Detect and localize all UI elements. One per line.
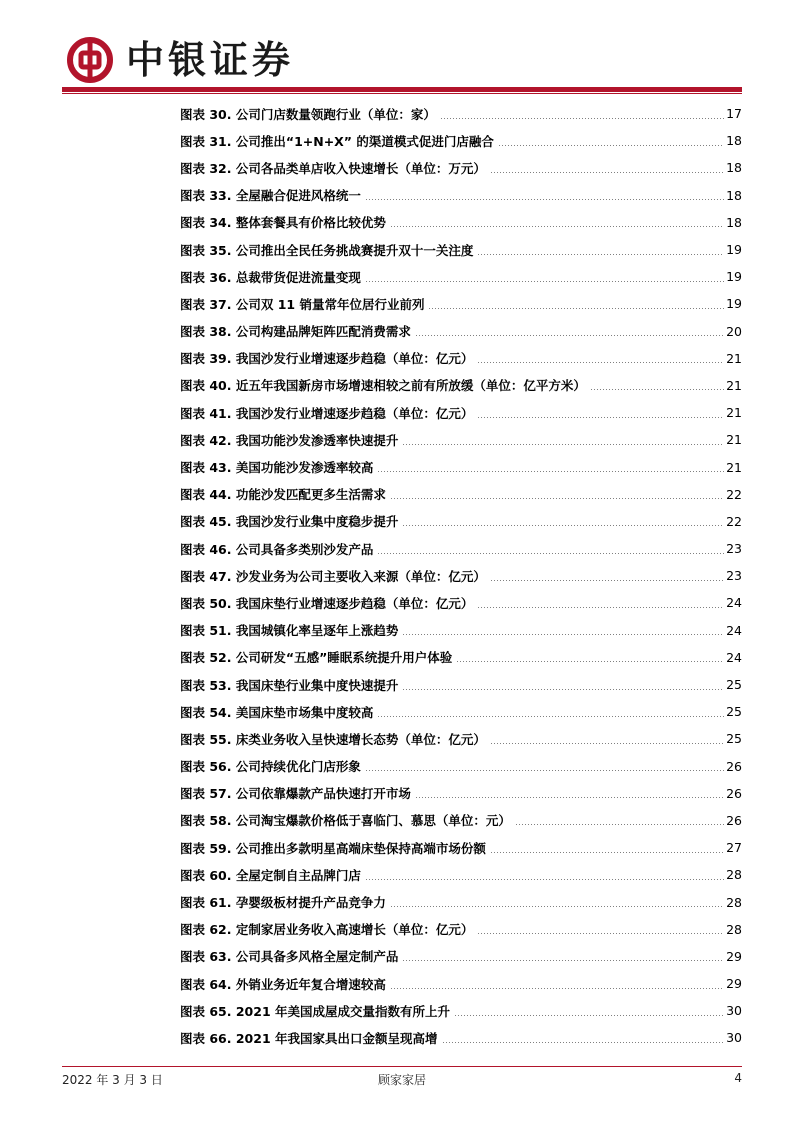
toc-entry-label: 图表 30. 公司门店数量领跑行业（单位：家） bbox=[180, 106, 436, 122]
toc-entry-page: 29 bbox=[726, 976, 742, 992]
toc-entry-label: 图表 39. 我国沙发行业增速逐步趋稳（单位：亿元） bbox=[180, 351, 474, 367]
toc-entry-label: 图表 57. 公司依靠爆款产品快速打开市场 bbox=[180, 786, 411, 802]
toc-entry-page: 18 bbox=[726, 187, 742, 203]
toc-entry[interactable] bbox=[180, 589, 742, 616]
toc-entry-label: 图表 52. 公司研发“五感”睡眠系统提升用户体验 bbox=[180, 650, 453, 666]
toc-leader-dots bbox=[498, 145, 724, 146]
toc-entry-page: 26 bbox=[726, 758, 742, 774]
toc-entry-page: 24 bbox=[726, 649, 742, 665]
toc-leader-dots bbox=[377, 553, 724, 554]
toc-leader-dots bbox=[490, 852, 724, 853]
toc-entry[interactable] bbox=[180, 861, 742, 888]
brand-name: 中银证券 bbox=[126, 38, 295, 82]
toc-entry[interactable] bbox=[180, 236, 742, 263]
page-header bbox=[62, 30, 742, 90]
toc-leader-dots bbox=[440, 118, 724, 119]
toc-entry-page: 25 bbox=[726, 731, 742, 747]
toc-entry-page: 21 bbox=[726, 459, 742, 475]
toc-entry[interactable] bbox=[180, 753, 742, 780]
toc-entry-label: 图表 31. 公司推出“1+N+X” 的渠道模式促进门店融合 bbox=[180, 133, 494, 149]
toc-leader-dots bbox=[390, 988, 724, 989]
toc-entry-label: 图表 55. 床类业务收入呈快速增长态势（单位：亿元） bbox=[180, 731, 486, 747]
toc-entry[interactable] bbox=[180, 182, 742, 209]
toc-entry-page: 24 bbox=[726, 595, 742, 611]
toc-entry-label: 图表 36. 总裁带货促进流量变现 bbox=[180, 269, 361, 285]
toc-entry-page: 17 bbox=[726, 106, 742, 122]
toc-leader-dots bbox=[442, 1042, 725, 1043]
footer-rule bbox=[62, 1066, 742, 1067]
toc-entry-page: 22 bbox=[726, 513, 742, 529]
toc-entry[interactable] bbox=[180, 453, 742, 480]
toc-entry-label: 图表 47. 沙发业务为公司主要收入来源（单位：亿元） bbox=[180, 568, 486, 584]
toc-entry-label: 图表 58. 公司淘宝爆款价格低于喜临门、慕思（单位：元） bbox=[180, 813, 511, 829]
toc-entry-label: 图表 37. 公司双 11 销量常年位居行业前列 bbox=[180, 296, 425, 312]
toc-entry[interactable] bbox=[180, 970, 742, 997]
toc-entry-page: 20 bbox=[726, 323, 742, 339]
toc-leader-dots bbox=[477, 933, 724, 934]
toc-entry-label: 图表 43. 美国功能沙发渗透率较高 bbox=[180, 460, 374, 476]
toc-entry[interactable] bbox=[180, 644, 742, 671]
toc-entry-label: 图表 54. 美国床垫市场集中度较高 bbox=[180, 704, 374, 720]
toc-entry[interactable] bbox=[180, 372, 742, 399]
toc-entry-label: 图表 51. 我国城镇化率呈逐年上涨趋势 bbox=[180, 623, 399, 639]
toc-entry-page: 21 bbox=[726, 350, 742, 366]
toc-entry-label: 图表 64. 外销业务近年复合增速较高 bbox=[180, 976, 386, 992]
toc-entry[interactable] bbox=[180, 780, 742, 807]
toc-entry-page: 18 bbox=[726, 133, 742, 149]
toc-entry-page: 21 bbox=[726, 432, 742, 448]
toc-entry-page: 18 bbox=[726, 160, 742, 176]
toc-entry-page: 28 bbox=[726, 867, 742, 883]
toc-entry[interactable] bbox=[180, 997, 742, 1024]
toc-entry-label: 图表 41. 我国沙发行业增速逐步趋稳（单位：亿元） bbox=[180, 405, 474, 421]
footer-page-number: 4 bbox=[734, 1071, 742, 1085]
toc-entry[interactable] bbox=[180, 345, 742, 372]
toc-entry-label: 图表 60. 全屋定制自主品牌门店 bbox=[180, 867, 361, 883]
toc-leader-dots bbox=[365, 281, 724, 282]
toc-leader-dots bbox=[477, 417, 724, 418]
toc-leader-dots bbox=[490, 172, 724, 173]
toc-entry-label: 图表 63. 公司具备多风格全屋定制产品 bbox=[180, 949, 399, 965]
toc-leader-dots bbox=[402, 444, 724, 445]
toc-leader-dots bbox=[515, 824, 724, 825]
toc-entry-page: 30 bbox=[726, 1003, 742, 1019]
toc-entry[interactable] bbox=[180, 671, 742, 698]
toc-entry-page: 30 bbox=[726, 1030, 742, 1046]
toc-entry[interactable] bbox=[180, 807, 742, 834]
toc-entry[interactable] bbox=[180, 154, 742, 181]
toc-entry[interactable] bbox=[180, 698, 742, 725]
toc-entry-label: 图表 35. 公司推出全民任务挑战赛提升双十一关注度 bbox=[180, 242, 474, 258]
toc-leader-dots bbox=[402, 525, 724, 526]
toc-entry-label: 图表 38. 公司构建品牌矩阵匹配消费需求 bbox=[180, 324, 411, 340]
toc-entry-label: 图表 53. 我国床垫行业集中度快速提升 bbox=[180, 677, 399, 693]
toc-entry-label: 图表 40. 近五年我国新房市场增速相较之前有所放缓（单位：亿平方米） bbox=[180, 378, 586, 394]
toc-entry[interactable] bbox=[180, 508, 742, 535]
toc-entry[interactable] bbox=[180, 617, 742, 644]
toc-entry-page: 22 bbox=[726, 486, 742, 502]
toc-entry-label: 图表 50. 我国床垫行业增速逐步趋稳（单位：亿元） bbox=[180, 595, 474, 611]
toc-entry[interactable] bbox=[180, 481, 742, 508]
toc-leader-dots bbox=[415, 797, 724, 798]
toc-entry-page: 25 bbox=[726, 704, 742, 720]
toc-entry-page: 25 bbox=[726, 677, 742, 693]
toc-entry[interactable] bbox=[180, 209, 742, 236]
footer-date: 2022 年 3 月 3 日 bbox=[62, 1073, 163, 1087]
header-rule bbox=[62, 87, 742, 92]
toc-entry[interactable] bbox=[180, 290, 742, 317]
toc-entry[interactable] bbox=[180, 725, 742, 752]
toc-entry-label: 图表 56. 公司持续优化门店形象 bbox=[180, 759, 361, 775]
toc-entry-label: 图表 33. 全屋融合促进风格统一 bbox=[180, 188, 361, 204]
toc-entry[interactable] bbox=[180, 943, 742, 970]
toc-entry[interactable] bbox=[180, 318, 742, 345]
toc-leader-dots bbox=[454, 1015, 724, 1016]
toc-entry[interactable] bbox=[180, 426, 742, 453]
toc-entry-label: 图表 34. 整体套餐具有价格比较优势 bbox=[180, 215, 386, 231]
toc-entry-page: 24 bbox=[726, 622, 742, 638]
toc-leader-dots bbox=[365, 770, 724, 771]
toc-leader-dots bbox=[365, 879, 724, 880]
toc-entry-label: 图表 62. 定制家居业务收入高速增长（单位：亿元） bbox=[180, 922, 474, 938]
toc-entry-page: 26 bbox=[726, 812, 742, 828]
toc-entry[interactable] bbox=[180, 888, 742, 915]
toc-leader-dots bbox=[490, 580, 724, 581]
toc-leader-dots bbox=[590, 389, 724, 390]
toc-leader-dots bbox=[402, 960, 724, 961]
toc-entry-page: 18 bbox=[726, 214, 742, 230]
toc-leader-dots bbox=[415, 335, 724, 336]
toc-leader-dots bbox=[490, 743, 724, 744]
toc-entry[interactable] bbox=[180, 916, 742, 943]
toc-leader-dots bbox=[456, 661, 724, 662]
toc-entry-label: 图表 46. 公司具备多类别沙发产品 bbox=[180, 541, 374, 557]
toc-entry-page: 21 bbox=[726, 405, 742, 421]
toc-entry-page: 19 bbox=[726, 296, 742, 312]
toc-entry[interactable] bbox=[180, 535, 742, 562]
toc-entry[interactable] bbox=[180, 834, 742, 861]
page-footer bbox=[62, 1071, 742, 1091]
toc-leader-dots bbox=[390, 498, 724, 499]
toc-entry-page: 19 bbox=[726, 242, 742, 258]
toc-entry-label: 图表 44. 功能沙发匹配更多生活需求 bbox=[180, 487, 386, 503]
toc-leader-dots bbox=[377, 716, 724, 717]
toc-leader-dots bbox=[477, 607, 724, 608]
toc-entry-label: 图表 42. 我国功能沙发渗透率快速提升 bbox=[180, 432, 399, 448]
toc-entry[interactable] bbox=[180, 562, 742, 589]
toc-entry[interactable] bbox=[180, 263, 742, 290]
toc-entry-page: 28 bbox=[726, 921, 742, 937]
toc-entry-label: 图表 32. 公司各品类单店收入快速增长（单位：万元） bbox=[180, 160, 486, 176]
bank-of-china-logo-icon bbox=[66, 36, 114, 84]
toc-entry-page: 23 bbox=[726, 568, 742, 584]
toc-entry-page: 26 bbox=[726, 785, 742, 801]
figure-list bbox=[180, 100, 742, 1052]
toc-leader-dots bbox=[390, 906, 724, 907]
toc-entry-label: 图表 61. 孕婴级板材提升产品竞争力 bbox=[180, 895, 386, 911]
toc-entry-page: 29 bbox=[726, 948, 742, 964]
toc-leader-dots bbox=[402, 634, 724, 635]
toc-entry-page: 19 bbox=[726, 269, 742, 285]
toc-entry[interactable] bbox=[180, 1024, 742, 1051]
toc-entry-page: 21 bbox=[726, 377, 742, 393]
header-rule-thin bbox=[62, 93, 742, 94]
toc-leader-dots bbox=[428, 308, 724, 309]
toc-entry-page: 28 bbox=[726, 894, 742, 910]
toc-leader-dots bbox=[377, 471, 724, 472]
toc-entry[interactable] bbox=[180, 399, 742, 426]
toc-entry-label: 图表 65. 2021 年美国成屋成交量指数有所上升 bbox=[180, 1003, 450, 1019]
toc-entry[interactable] bbox=[180, 127, 742, 154]
toc-leader-dots bbox=[402, 689, 724, 690]
toc-entry-page: 27 bbox=[726, 840, 742, 856]
toc-leader-dots bbox=[365, 199, 724, 200]
toc-entry-label: 图表 45. 我国沙发行业集中度稳步提升 bbox=[180, 514, 399, 530]
toc-entry-label: 图表 59. 公司推出多款明星高端床垫保持高端市场份额 bbox=[180, 840, 486, 856]
toc-entry[interactable] bbox=[180, 100, 742, 127]
toc-leader-dots bbox=[390, 226, 724, 227]
toc-leader-dots bbox=[477, 254, 724, 255]
toc-leader-dots bbox=[477, 362, 724, 363]
toc-entry-page: 23 bbox=[726, 541, 742, 557]
footer-company: 顾家家居 bbox=[377, 1073, 426, 1087]
toc-entry-label: 图表 66. 2021 年我国家具出口金额呈现高增 bbox=[180, 1030, 438, 1046]
